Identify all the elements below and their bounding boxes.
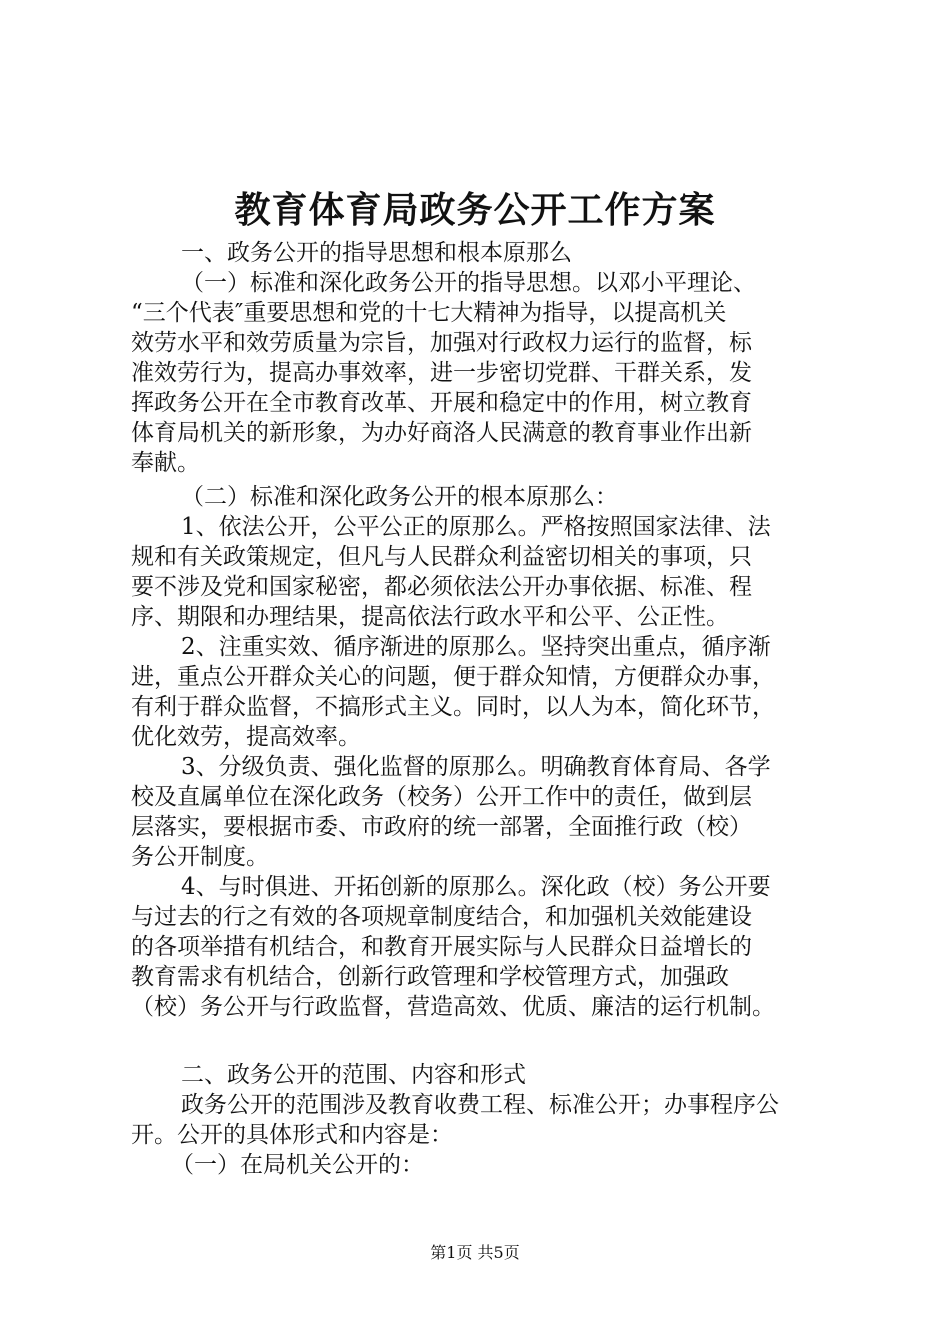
body-line: 挥政务公开在全市教育改革、开展和稳定中的作用，树立教育	[131, 390, 752, 416]
section-heading-1: 一、政务公开的指导思想和根本原那么	[181, 240, 572, 266]
body-line: （校）务公开与行政监督，营造高效、优质、廉洁的运行机制。	[131, 994, 775, 1020]
body-line: 优化效劳，提高效率。	[131, 724, 361, 750]
page-footer: 第1页 共5页	[430, 1243, 520, 1262]
body-line: 务公开制度。	[131, 844, 269, 870]
body-line: 3、分级负责、强化监督的原那么。明确教育体育局、各学	[181, 754, 771, 780]
body-line: 要不涉及党和国家秘密，都必须依法公开办事依据、标准、程	[131, 574, 752, 600]
body-line: 与过去的行之有效的各项规章制度结合，和加强机关效能建设	[131, 904, 752, 930]
body-line: （二）标准和深化政务公开的根本原那么：	[181, 484, 618, 510]
body-line: 层落实，要根据市委、市政府的统一部署，全面推行政（校）	[131, 814, 752, 840]
body-line: 教育需求有机结合，创新行政管理和学校管理方式，加强政	[131, 964, 729, 990]
section-heading-2: 二、政务公开的范围、内容和形式	[181, 1062, 526, 1088]
body-line: 政务公开的范围涉及教育收费工程、标准公开；办事程序公	[181, 1092, 779, 1118]
body-line: 4、与时俱进、开拓创新的原那么。深化政（校）务公开要	[181, 874, 771, 900]
body-line: 效劳水平和效劳质量为宗旨，加强对行政权力运行的监督，标	[131, 330, 752, 356]
body-line: 奉献。	[131, 450, 200, 476]
body-line: 准效劳行为，提高办事效率，进一步密切党群、干群关系，发	[131, 360, 752, 386]
body-line: （一）在局机关公开的：	[171, 1152, 424, 1178]
document-title: 教育体育局政务公开工作方案	[234, 189, 716, 231]
body-line: （一）标准和深化政务公开的指导思想。以邓小平理论、	[181, 270, 756, 296]
body-line: 开。公开的具体形式和内容是：	[131, 1122, 453, 1148]
body-line: 有利于群众监督，不搞形式主义。同时，以人为本，简化环节，	[131, 694, 775, 720]
body-line: “三个代表″重要思想和党的十七大精神为指导，以提高机关	[131, 300, 727, 326]
body-line: 的各项举措有机结合，和教育开展实际与人民群众日益增长的	[131, 934, 752, 960]
body-line: 进，重点公开群众关心的问题，便于群众知情，方便群众办事，	[131, 664, 775, 690]
body-line: 1、依法公开，公平公正的原那么。严格按照国家法律、法	[181, 514, 771, 540]
body-line: 校及直属单位在深化政务（校务）公开工作中的责任，做到层	[131, 784, 752, 810]
body-line: 规和有关政策规定，但凡与人民群众利益密切相关的事项，只	[131, 544, 752, 570]
body-line: 体育局机关的新形象，为办好商洛人民满意的教育事业作出新	[131, 420, 752, 446]
body-line: 序、期限和办理结果，提高依法行政水平和公平、公正性。	[131, 604, 729, 630]
body-line: 2、注重实效、循序渐进的原那么。坚持突出重点，循序渐	[181, 634, 771, 660]
